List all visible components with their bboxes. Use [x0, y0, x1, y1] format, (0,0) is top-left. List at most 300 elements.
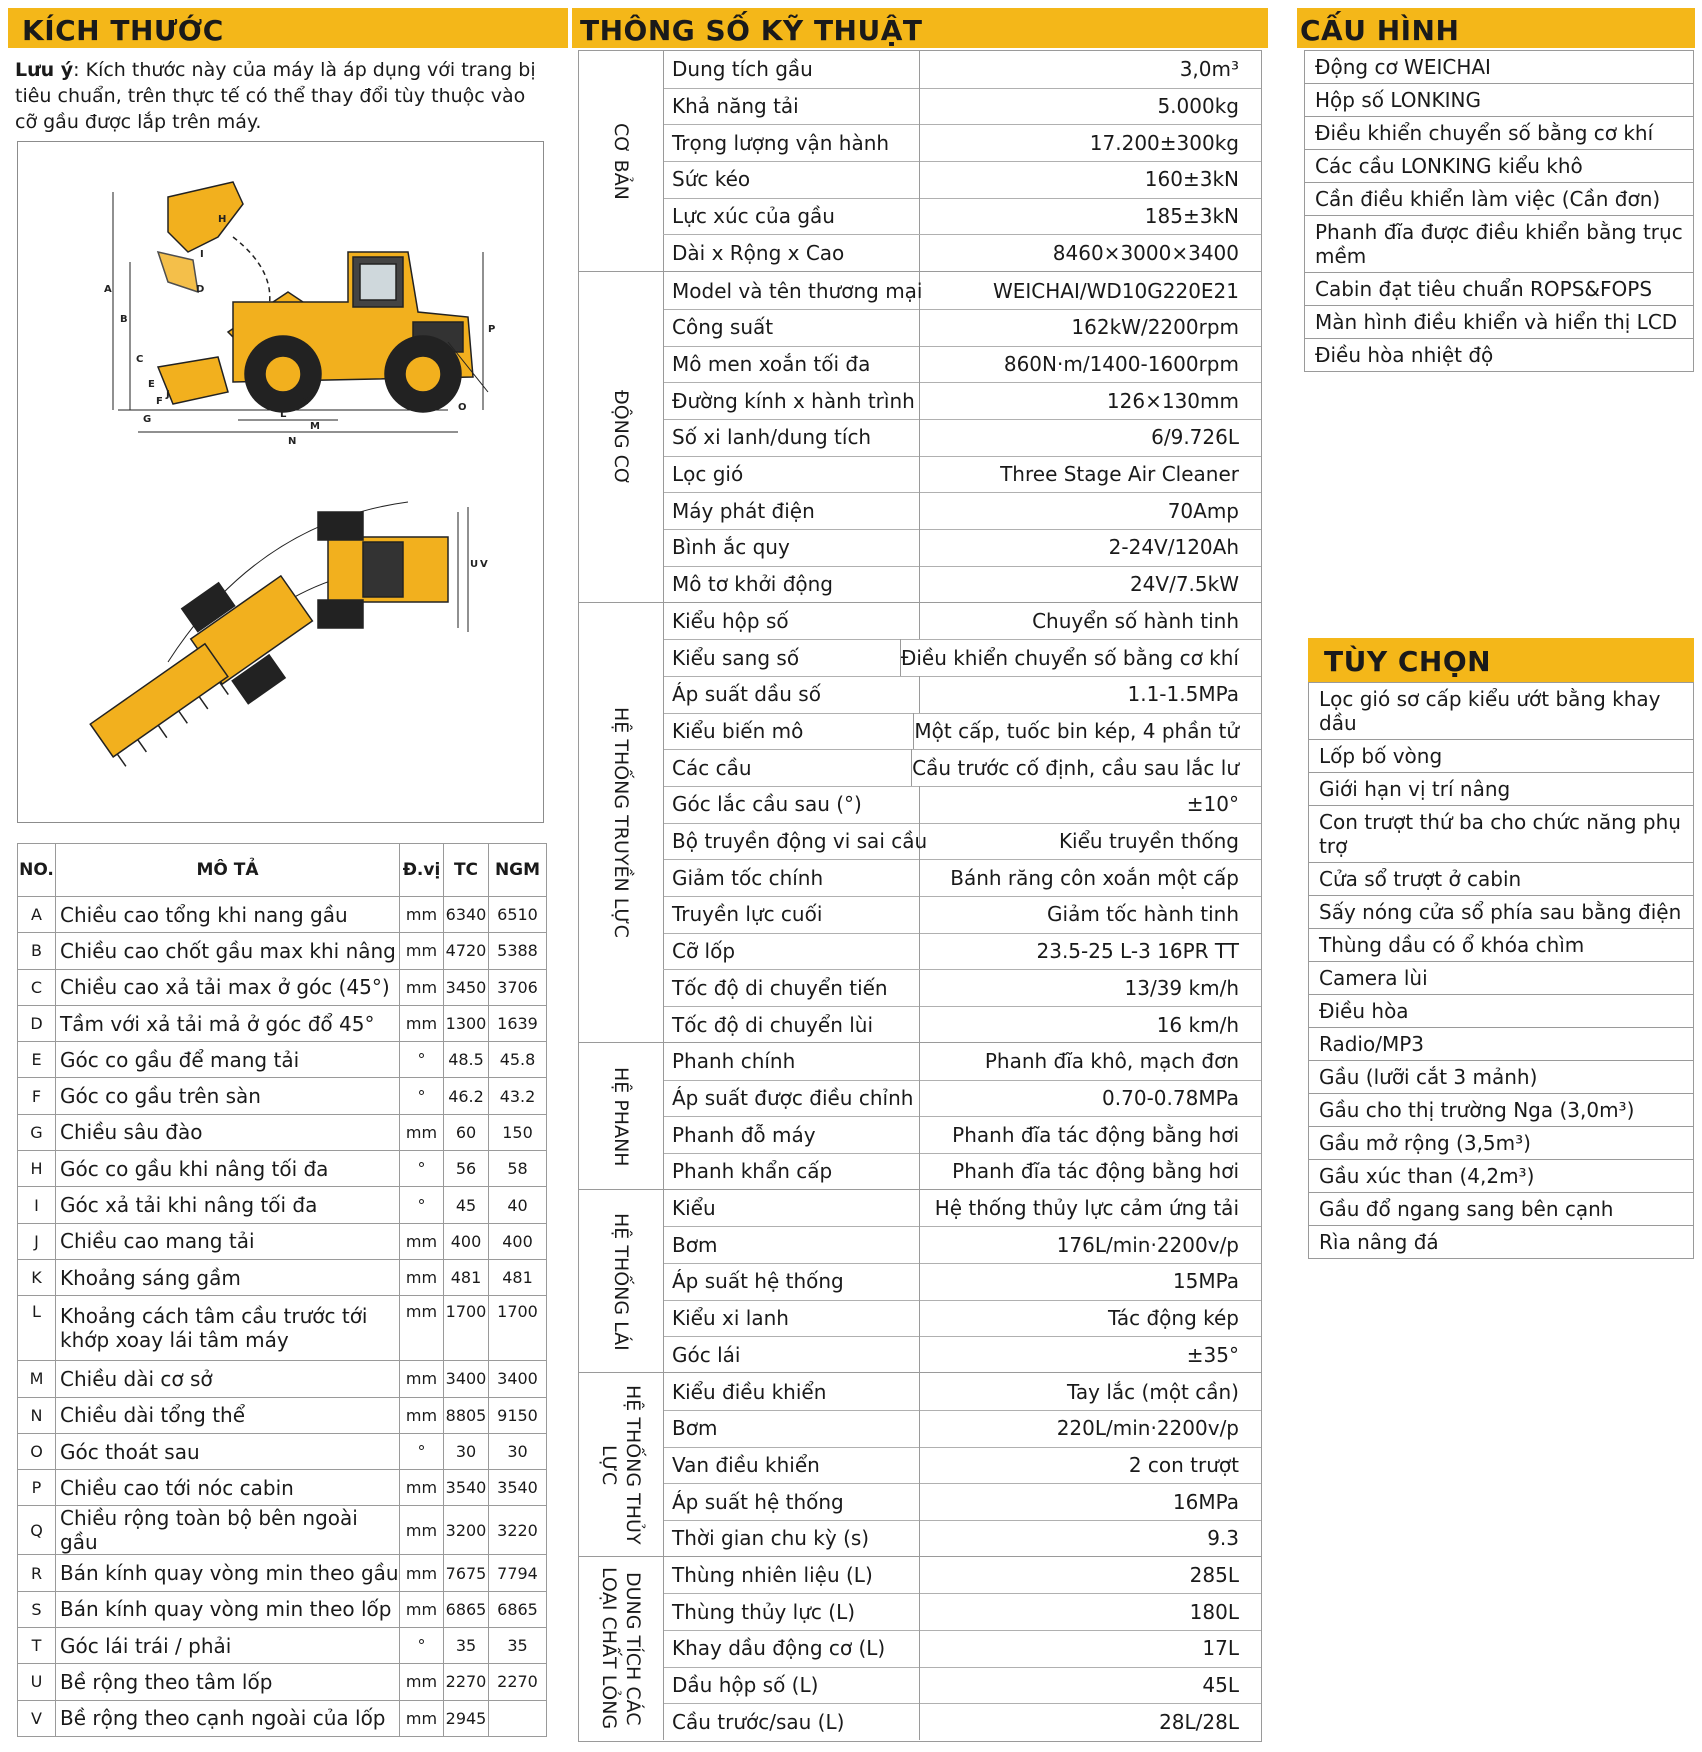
dimension-unit-cell: ° [400, 1433, 444, 1469]
dimension-no-cell: K [18, 1259, 56, 1295]
spec-row [663, 1593, 1261, 1631]
dimensions-header-row [18, 844, 547, 897]
spec-value: 24V/7.5kW [1129, 572, 1239, 597]
col-header-tc: TC [444, 844, 489, 897]
dimensions-title: KÍCH THƯỚC [22, 14, 224, 47]
spec-value: ±35° [1186, 1342, 1239, 1367]
spec-value: 17.200±300kg [1089, 130, 1239, 155]
spec-row [663, 639, 1261, 677]
spec-group [579, 51, 1261, 271]
spec-group-label: CƠ BẢN [610, 122, 632, 200]
spec-row [663, 603, 1261, 641]
spec-group-label: HỆ THỐNG THỦY LỰC [598, 1385, 644, 1545]
spec-value: Phanh đĩa tác động bằng hơi [952, 1122, 1239, 1147]
spec-row [663, 1043, 1261, 1081]
spec-value: 126×130mm [1106, 388, 1239, 413]
spec-row [663, 823, 1261, 861]
dimension-unit-cell: mm [400, 1114, 444, 1150]
spec-row [663, 124, 1261, 162]
spec-row [663, 309, 1261, 347]
spec-value: Tay lắc (một cần) [1067, 1379, 1239, 1404]
spec-value: 2-24V/120Ah [1108, 535, 1239, 560]
options-item: Lốp bố vòng [1309, 740, 1693, 773]
spec-row [663, 1630, 1261, 1668]
spec-key: Bơm [663, 1226, 920, 1263]
spec-key: Bộ truyền động vi sai cầu [663, 823, 920, 860]
dimension-desc-cell: Bán kính quay vòng min theo gầu [56, 1555, 400, 1591]
top-view-drawing [90, 502, 468, 769]
dimension-unit-cell: mm [400, 1700, 444, 1736]
dimension-no-cell: A [18, 897, 56, 933]
spec-row [663, 529, 1261, 567]
spec-key: Phanh khẩn cấp [663, 1153, 920, 1190]
diagram-letter: E [148, 379, 155, 390]
dimension-desc-cell: Chiều cao mang tải [56, 1223, 400, 1259]
options-item: Điều hòa [1309, 995, 1693, 1028]
dimension-ngm-cell: 58 [489, 1151, 547, 1187]
dimension-no-cell: T [18, 1628, 56, 1664]
dimension-no-cell: L [18, 1296, 56, 1361]
spec-row [663, 161, 1261, 199]
options-item: Gầu cho thị trường Nga (3,0m³) [1309, 1094, 1693, 1127]
spec-value: 28L/28L [1159, 1709, 1239, 1734]
dimension-desc-cell: Chiều cao tới nóc cabin [56, 1470, 400, 1506]
spec-key: Dài x Rộng x Cao [663, 235, 920, 272]
spec-row [663, 1520, 1261, 1557]
config-item: Phanh đĩa được điều khiển bằng trục mềm [1305, 216, 1693, 273]
dimension-ngm-cell: 43.2 [489, 1078, 547, 1114]
spec-value: 9.3 [1207, 1526, 1239, 1551]
config-item: Động cơ WEICHAI [1305, 51, 1693, 84]
diagram-letter: D [196, 284, 205, 295]
spec-row [663, 1483, 1261, 1521]
spec-key: Áp suất được điều chỉnh [663, 1080, 920, 1117]
dimension-no-cell: G [18, 1114, 56, 1150]
dimension-tc-cell: 60 [444, 1114, 489, 1150]
dimension-tc-cell: 2270 [444, 1664, 489, 1700]
options-item: Camera lùi [1309, 962, 1693, 995]
dimension-no-cell: U [18, 1664, 56, 1700]
diagram-letter: J [166, 389, 170, 400]
dimension-no-cell: I [18, 1187, 56, 1223]
diagram-letter: N [288, 436, 297, 447]
dimension-ngm-cell: 400 [489, 1223, 547, 1259]
spec-value: 162kW/2200rpm [1071, 315, 1239, 340]
config-list [1304, 50, 1694, 372]
spec-value: Cầu trước cố định, cầu sau lắc lư [912, 755, 1239, 780]
diagram-letter: U [470, 559, 479, 570]
dimension-desc-cell: Chiều dài tổng thể [56, 1397, 400, 1433]
dimension-unit-cell: mm [400, 1223, 444, 1259]
options-item: Rìa nâng đá [1319, 1230, 1439, 1254]
spec-value: 16 km/h [1156, 1012, 1239, 1037]
dimension-tc-cell: 35 [444, 1628, 489, 1664]
diagram-letter: M [310, 421, 320, 432]
dimension-desc-cell: Góc xả tải khi nâng tối đa [56, 1187, 400, 1223]
spec-group [579, 1042, 1261, 1190]
dimension-row [18, 1433, 547, 1469]
spec-row [663, 1080, 1261, 1118]
dimension-desc-cell: Góc lái trái / phải [56, 1628, 400, 1664]
spec-key: Dầu hộp số (L) [663, 1667, 920, 1704]
spec-row [663, 896, 1261, 934]
dimension-no-cell: P [18, 1470, 56, 1506]
dimension-unit-cell: mm [400, 1361, 444, 1397]
spec-row [663, 346, 1261, 384]
specs-title: THÔNG SỐ KỸ THUẬT [580, 14, 923, 47]
spec-value: Chuyển số hành tinh [1032, 608, 1239, 633]
spec-group-label: DUNG TÍCH CÁC LOẠI CHẤT LỎNG [598, 1567, 644, 1730]
spec-key: Kiểu hộp số [663, 603, 920, 640]
spec-value: Phanh đĩa khô, mạch đơn [984, 1049, 1239, 1074]
dimension-row [18, 1506, 547, 1555]
spec-value: 185±3kN [1144, 204, 1239, 229]
spec-key: Kiểu biến mô [663, 713, 914, 750]
spec-key: Tốc độ di chuyển tiến [663, 970, 920, 1007]
spec-value: Kiểu truyền thống [1058, 829, 1239, 854]
dimension-desc-cell: Tầm với xả tải mả ở góc đổ 45° [56, 1005, 400, 1041]
dimension-tc-cell: 48.5 [444, 1042, 489, 1078]
spec-value: 8460×3000×3400 [1052, 240, 1239, 265]
options-item: Gầu xúc than (4,2m³) [1309, 1160, 1693, 1193]
spec-value: Một cấp, tuốc bin kép, 4 phần tử [914, 718, 1239, 743]
dimension-tc-cell: 30 [444, 1433, 489, 1469]
dimension-desc-cell: Góc co gầu khi nâng tối đa [56, 1151, 400, 1187]
dimension-no-cell: C [18, 969, 56, 1005]
dimension-row [18, 1042, 547, 1078]
dimension-ngm-cell: 1639 [489, 1005, 547, 1041]
note-label: Lưu ý [15, 59, 74, 81]
spec-value: WEICHAI/WD10G220E21 [992, 278, 1239, 303]
dimension-ngm-cell: 3540 [489, 1470, 547, 1506]
spec-key: Các cầu [663, 749, 912, 786]
dimension-desc-cell: Chiều rộng toàn bộ bên ngoài gầu [56, 1506, 400, 1555]
dimension-no-cell: M [18, 1361, 56, 1397]
spec-key: Tốc độ di chuyển lùi [663, 1006, 920, 1043]
spec-key: Sức kéo [663, 161, 920, 198]
dimension-tc-cell: 3540 [444, 1470, 489, 1506]
dimension-no-cell: S [18, 1591, 56, 1627]
dimension-ngm-cell: 1700 [489, 1296, 547, 1361]
spec-key: Thùng thủy lực (L) [663, 1593, 920, 1630]
dimension-unit-cell: mm [400, 1664, 444, 1700]
diagram-letter: L [280, 409, 287, 420]
diagram-letter: I [200, 249, 204, 260]
spec-row [663, 88, 1261, 126]
spec-group-label: HỆ THỐNG LÁI [610, 1212, 632, 1351]
dimension-ngm-cell: 6865 [489, 1591, 547, 1627]
dimension-unit-cell: mm [400, 933, 444, 969]
config-item: Điều khiển chuyển số bằng cơ khí [1305, 117, 1693, 150]
spec-key: Giảm tốc chính [663, 859, 920, 896]
dimension-ngm-cell: 3400 [489, 1361, 547, 1397]
spec-group-label: HỆ PHANH [610, 1066, 632, 1167]
spec-key: Thời gian chu kỳ (s) [663, 1520, 920, 1557]
spec-row [663, 786, 1261, 824]
specs-table [578, 50, 1262, 1742]
options-item: Radio/MP3 [1309, 1028, 1693, 1061]
dimension-ngm-cell [489, 1700, 547, 1736]
spec-key: Áp suất hệ thống [663, 1483, 920, 1520]
spec-key: Máy phát điện [663, 492, 920, 529]
dimension-tc-cell: 56 [444, 1151, 489, 1187]
dimension-unit-cell: mm [400, 1470, 444, 1506]
dimension-row [18, 1361, 547, 1397]
diagram-letter: C [136, 354, 144, 365]
spec-row [663, 1336, 1261, 1373]
dimension-no-cell: E [18, 1042, 56, 1078]
dimension-tc-cell: 3450 [444, 969, 489, 1005]
dimension-row [18, 1296, 547, 1361]
spec-key: Khay dầu động cơ (L) [663, 1630, 920, 1667]
spec-key: Áp suất hệ thống [663, 1263, 920, 1300]
config-title: CẤU HÌNH [1300, 14, 1460, 47]
dimension-no-cell: Q [18, 1506, 56, 1555]
dimension-tc-cell: 46.2 [444, 1078, 489, 1114]
spec-row [663, 749, 1261, 787]
spec-key: Mô tơ khởi động [663, 566, 920, 603]
dimension-unit-cell: ° [400, 1151, 444, 1187]
dimension-desc-cell: Bề rộng theo tâm lốp [56, 1664, 400, 1700]
spec-key: Mô men xoắn tối đa [663, 346, 920, 383]
spec-row [663, 382, 1261, 420]
dimension-no-cell: V [18, 1700, 56, 1736]
dimension-unit-cell: mm [400, 1005, 444, 1041]
spec-value: 17L [1202, 1636, 1239, 1661]
spec-group-label: ĐỘNG CƠ [610, 389, 632, 485]
spec-row [663, 1153, 1261, 1190]
diagram-letter: P [488, 324, 496, 335]
spec-value: 0.70-0.78MPa [1102, 1085, 1239, 1110]
spec-row [663, 713, 1261, 751]
dimension-ngm-cell: 30 [489, 1433, 547, 1469]
spec-row [663, 51, 1261, 89]
spec-key: Góc lắc cầu sau (°) [663, 786, 920, 823]
dimension-row [18, 1591, 547, 1627]
options-item: Cửa sổ trượt ở cabin [1309, 863, 1693, 896]
dimension-no-cell: H [18, 1151, 56, 1187]
options-item: Giới hạn vị trí nâng [1309, 773, 1693, 806]
dimension-row [18, 1700, 547, 1736]
dimension-no-cell: F [18, 1078, 56, 1114]
dimension-row [18, 1259, 547, 1295]
config-item: Cabin đạt tiêu chuẩn ROPS&FOPS [1305, 273, 1693, 306]
dimension-row [18, 1078, 547, 1114]
dimension-tc-cell: 1300 [444, 1005, 489, 1041]
dimension-row [18, 1187, 547, 1223]
spec-row [663, 970, 1261, 1008]
dimension-unit-cell: mm [400, 897, 444, 933]
diagram-letter: A [104, 284, 112, 295]
spec-value: 23.5-25 L-3 16PR TT [1036, 939, 1239, 964]
dimension-desc-cell: Chiều sâu đào [56, 1114, 400, 1150]
dimension-desc-cell: Chiều cao chốt gầu max khi nâng [56, 933, 400, 969]
spec-row [663, 1300, 1261, 1338]
spec-value: Tác động kép [1107, 1306, 1239, 1331]
spec-row [663, 1703, 1261, 1740]
spec-value: 220L/min·2200v/p [1056, 1416, 1239, 1441]
spec-value: 45L [1202, 1673, 1239, 1698]
spec-value: ±10° [1186, 792, 1239, 817]
spec-value: 1.1-1.5MPa [1127, 682, 1239, 707]
dimension-ngm-cell: 3220 [489, 1506, 547, 1555]
spec-row [663, 933, 1261, 971]
dimension-desc-cell: Góc co gầu để mang tải [56, 1042, 400, 1078]
dimension-row [18, 1664, 547, 1700]
dimension-tc-cell: 1700 [444, 1296, 489, 1361]
spec-key: Công suất [663, 309, 920, 346]
spec-row [663, 456, 1261, 494]
spec-key: Thùng nhiên liệu (L) [663, 1557, 920, 1594]
spec-row [663, 1557, 1261, 1595]
dimension-desc-cell: Chiều cao xả tải max ở góc (45°) [56, 969, 400, 1005]
diagram-letter: O [458, 402, 467, 413]
spec-value: 180L [1189, 1599, 1239, 1624]
config-item: Hộp số LONKING [1305, 84, 1693, 117]
spec-key: Cỡ lốp [663, 933, 920, 970]
spec-key: Truyền lực cuối [663, 896, 920, 933]
spec-key: Phanh đỗ máy [663, 1116, 920, 1153]
dimension-tc-cell: 6865 [444, 1591, 489, 1627]
dimension-desc-cell: Góc co gầu trên sàn [56, 1078, 400, 1114]
spec-key: Cầu trước/sau (L) [663, 1703, 920, 1740]
spec-row [663, 1226, 1261, 1264]
dimension-unit-cell: mm [400, 1259, 444, 1295]
spec-key: Bình ắc quy [663, 529, 920, 566]
dimension-no-cell: D [18, 1005, 56, 1041]
spec-value: 285L [1189, 1563, 1239, 1588]
dimension-ngm-cell: 150 [489, 1114, 547, 1150]
dimension-unit-cell: mm [400, 1591, 444, 1627]
dimension-no-cell: B [18, 933, 56, 969]
spec-key: Van điều khiển [663, 1447, 920, 1484]
spec-key: Khả năng tải [663, 88, 920, 125]
dimension-row [18, 1223, 547, 1259]
dimension-row [18, 1555, 547, 1591]
config-item: Điều hòa nhiệt độ [1315, 343, 1494, 367]
spec-row [663, 1263, 1261, 1301]
diagram-letter: V [480, 559, 488, 570]
spec-value: 6/9.726L [1151, 425, 1239, 450]
dimension-unit-cell: ° [400, 1078, 444, 1114]
dimension-ngm-cell: 2270 [489, 1664, 547, 1700]
config-item: Các cầu LONKING kiểu khô [1305, 150, 1693, 183]
dimension-unit-cell: mm [400, 1555, 444, 1591]
dimension-row [18, 969, 547, 1005]
dimension-desc-cell: Khoảng cách tâm cầu trước tới khớp xoay lái tâm máy [56, 1296, 400, 1361]
dimension-desc-cell: Bề rộng theo cạnh ngoài của lốp [56, 1700, 400, 1736]
spec-value: 16MPa [1172, 1489, 1239, 1514]
diagram-letter: B [120, 314, 128, 325]
spec-key: Kiểu sang số [663, 639, 901, 676]
spec-row [663, 235, 1261, 272]
options-item: Gầu mở rộng (3,5m³) [1309, 1127, 1693, 1160]
dimension-unit-cell: mm [400, 1296, 444, 1361]
diagram-letter: K [300, 396, 308, 407]
spec-row [663, 272, 1261, 310]
options-title: TÙY CHỌN [1324, 645, 1492, 678]
dimension-no-cell: O [18, 1433, 56, 1469]
dimension-no-cell: N [18, 1397, 56, 1433]
dimension-no-cell: R [18, 1555, 56, 1591]
dimensions-note [15, 57, 545, 135]
dimension-row [18, 1628, 547, 1664]
config-item: Màn hình điều khiển và hiển thị LCD [1305, 306, 1693, 339]
dimension-tc-cell: 4720 [444, 933, 489, 969]
dimension-row [18, 897, 547, 933]
spec-value: Three Stage Air Cleaner [1000, 462, 1239, 487]
dimension-row [18, 1114, 547, 1150]
spec-value: 15MPa [1172, 1269, 1239, 1294]
spec-group-label: HỆ THỐNG TRUYỀN LỰC [610, 707, 632, 939]
dimension-tc-cell: 400 [444, 1223, 489, 1259]
dimension-unit-cell: mm [400, 969, 444, 1005]
spec-row [663, 1190, 1261, 1228]
dimension-tc-cell: 481 [444, 1259, 489, 1295]
dimension-ngm-cell: 9150 [489, 1397, 547, 1433]
diagram-letter: F [156, 396, 163, 407]
dimension-tc-cell: 3400 [444, 1361, 489, 1397]
spec-row [663, 1006, 1261, 1043]
spec-value: 860N·m/1400-1600rpm [1003, 351, 1239, 376]
dimension-ngm-cell: 7794 [489, 1555, 547, 1591]
spec-key: Phanh chính [663, 1043, 920, 1080]
spec-key: Model và tên thương mại [663, 272, 920, 309]
dimension-ngm-cell: 5388 [489, 933, 547, 969]
dimension-tc-cell: 8805 [444, 1397, 489, 1433]
dimension-unit-cell: ° [400, 1628, 444, 1664]
spec-value: 176L/min·2200v/p [1056, 1232, 1239, 1257]
spec-value: 3,0m³ [1179, 57, 1239, 82]
spec-value: Điều khiển chuyển số bằng cơ khí [900, 645, 1239, 670]
col-header-unit: Đ.vị [400, 844, 444, 897]
spec-key: Lọc gió [663, 456, 920, 493]
spec-value: 2 con trượt [1128, 1452, 1239, 1477]
options-item: Gầu đổ ngang sang bên cạnh [1309, 1193, 1693, 1226]
spec-group [579, 1189, 1261, 1374]
dimension-row [18, 1151, 547, 1187]
machine-diagram-frame [17, 141, 544, 823]
spec-row [663, 1667, 1261, 1705]
options-item: Gầu (lưỡi cắt 3 mảnh) [1309, 1061, 1693, 1094]
spec-key: Đường kính x hành trình [663, 382, 920, 419]
dimension-tc-cell: 7675 [444, 1555, 489, 1591]
dimension-tc-cell: 3200 [444, 1506, 489, 1555]
diagram-letter: G [143, 414, 152, 425]
spec-value: Giảm tốc hành tinh [1047, 902, 1239, 927]
spec-row [663, 676, 1261, 714]
dimension-ngm-cell: 35 [489, 1628, 547, 1664]
spec-group [579, 271, 1261, 602]
dimension-unit-cell: ° [400, 1042, 444, 1078]
spec-key: Số xi lanh/dung tích [663, 419, 920, 456]
spec-key: Kiểu xi lanh [663, 1300, 920, 1337]
spec-key: Bơm [663, 1410, 920, 1447]
dimension-desc-cell: Chiều dài cơ sở [56, 1361, 400, 1397]
spec-value: 70Amp [1167, 498, 1239, 523]
dimension-row [18, 1005, 547, 1041]
options-list [1308, 682, 1694, 1259]
dimension-ngm-cell: 45.8 [489, 1042, 547, 1078]
spec-row [663, 1447, 1261, 1485]
col-header-ngm: NGM [489, 844, 547, 897]
dimension-tc-cell: 45 [444, 1187, 489, 1223]
dimension-no-cell: J [18, 1223, 56, 1259]
col-header-desc: MÔ TẢ [56, 844, 400, 897]
config-item: Cần điều khiển làm việc (Cần đơn) [1305, 183, 1693, 216]
diagram-letter: H [218, 214, 227, 225]
machine-diagram [18, 142, 543, 822]
